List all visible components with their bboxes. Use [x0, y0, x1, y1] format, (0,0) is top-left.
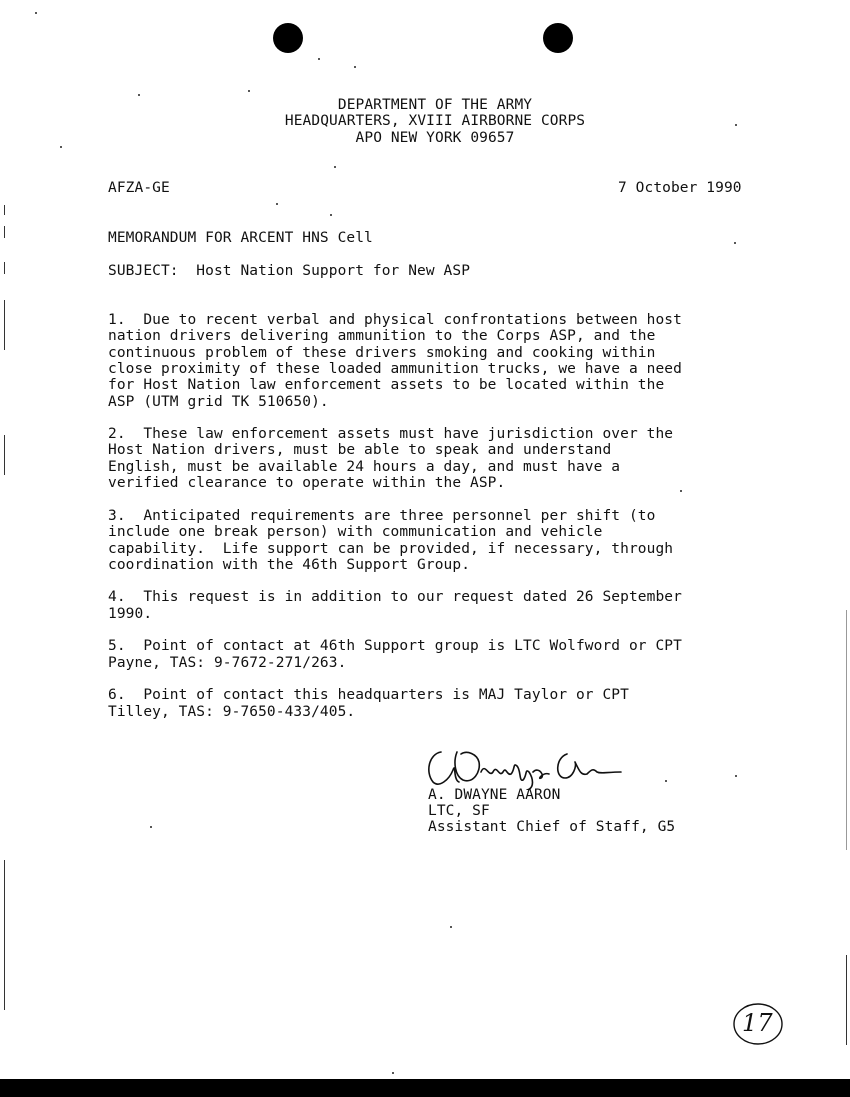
- margin-mark: [846, 610, 847, 850]
- scan-speck: [450, 926, 452, 928]
- scan-speck: [665, 780, 667, 782]
- scan-speck: [35, 12, 37, 14]
- paragraph-line: 5. Point of contact at 46th Support group is LTC Wolfword or CPT: [108, 638, 682, 654]
- paragraph-line: English, must be available 24 hours a day, and must have a: [108, 459, 621, 475]
- signer-name: A. DWAYNE AARON: [428, 787, 561, 803]
- paragraph-line: Payne, TAS: 9-7672-271/263.: [108, 655, 347, 671]
- scan-speck: [392, 1072, 394, 1074]
- paragraph-line: coordination with the 46th Support Group.: [108, 557, 471, 573]
- scan-speck: [354, 66, 356, 68]
- punch-hole-left: [273, 23, 303, 53]
- paragraph-line: close proximity of these loaded ammunition trucks, we have a need: [108, 361, 682, 377]
- letterhead-apo: APO NEW YORK 09657: [355, 130, 515, 146]
- scan-speck: [60, 146, 62, 148]
- subject-line: SUBJECT: Host Nation Support for New ASP: [108, 263, 471, 279]
- margin-mark: [4, 860, 5, 1010]
- memorandum-for: MEMORANDUM FOR ARCENT HNS Cell: [108, 230, 373, 246]
- scan-speck: [334, 166, 336, 168]
- memo-date: 7 October 1990: [618, 180, 742, 196]
- page-number: 17: [742, 1009, 773, 1037]
- paragraph-line: include one break person) with communication and vehicle: [108, 524, 603, 540]
- paragraph-line: nation drivers delivering ammunition to the Corps ASP, and the: [108, 328, 656, 344]
- paragraph-line: capability. Life support can be provided, if necessary, through: [108, 541, 674, 557]
- punch-hole-right: [543, 23, 573, 53]
- handwritten-signature: [423, 732, 623, 790]
- margin-mark: [4, 300, 5, 350]
- paragraph-line: for Host Nation law enforcement assets to be located within the: [108, 377, 665, 393]
- paragraph-line: 4. This request is in addition to our request dated 26 September: [108, 589, 682, 605]
- scan-edge-bar: [0, 1079, 850, 1097]
- scan-speck: [318, 58, 320, 60]
- scan-speck: [248, 90, 250, 92]
- scan-speck: [150, 826, 152, 828]
- margin-mark: [846, 955, 847, 1045]
- office-symbol: AFZA-GE: [108, 180, 170, 196]
- scan-speck: [734, 242, 736, 244]
- paragraph-line: Host Nation drivers, must be able to speak and understand: [108, 442, 612, 458]
- scan-speck: [680, 490, 682, 492]
- scan-speck: [138, 94, 140, 96]
- margin-mark: [4, 262, 5, 274]
- margin-mark: [4, 205, 5, 215]
- paragraph-line: Tilley, TAS: 9-7650-433/405.: [108, 704, 356, 720]
- paragraph-line: verified clearance to operate within the ASP.: [108, 475, 506, 491]
- paragraph-line: 1. Due to recent verbal and physical confrontations between host: [108, 312, 682, 328]
- signer-title: Assistant Chief of Staff, G5: [428, 819, 676, 835]
- paragraph-line: 1990.: [108, 606, 153, 622]
- letterhead-department: DEPARTMENT OF THE ARMY: [337, 97, 533, 113]
- margin-mark: [4, 226, 5, 238]
- scan-speck: [276, 203, 278, 205]
- paragraph-line: 6. Point of contact this headquarters is MAJ Taylor or CPT: [108, 687, 629, 703]
- scan-speck: [735, 124, 737, 126]
- scan-speck: [735, 775, 737, 777]
- signer-rank: LTC, SF: [428, 803, 490, 819]
- scan-speck: [330, 214, 332, 216]
- paragraph-line: ASP (UTM grid TK 510650).: [108, 394, 329, 410]
- paragraph-line: 2. These law enforcement assets must have jurisdiction over the: [108, 426, 674, 442]
- letterhead-headquarters: HEADQUARTERS, XVIII AIRBORNE CORPS: [284, 113, 586, 129]
- paragraph-line: 3. Anticipated requirements are three personnel per shift (to: [108, 508, 656, 524]
- margin-mark: [4, 435, 5, 475]
- paragraph-line: continuous problem of these drivers smoking and cooking within: [108, 345, 656, 361]
